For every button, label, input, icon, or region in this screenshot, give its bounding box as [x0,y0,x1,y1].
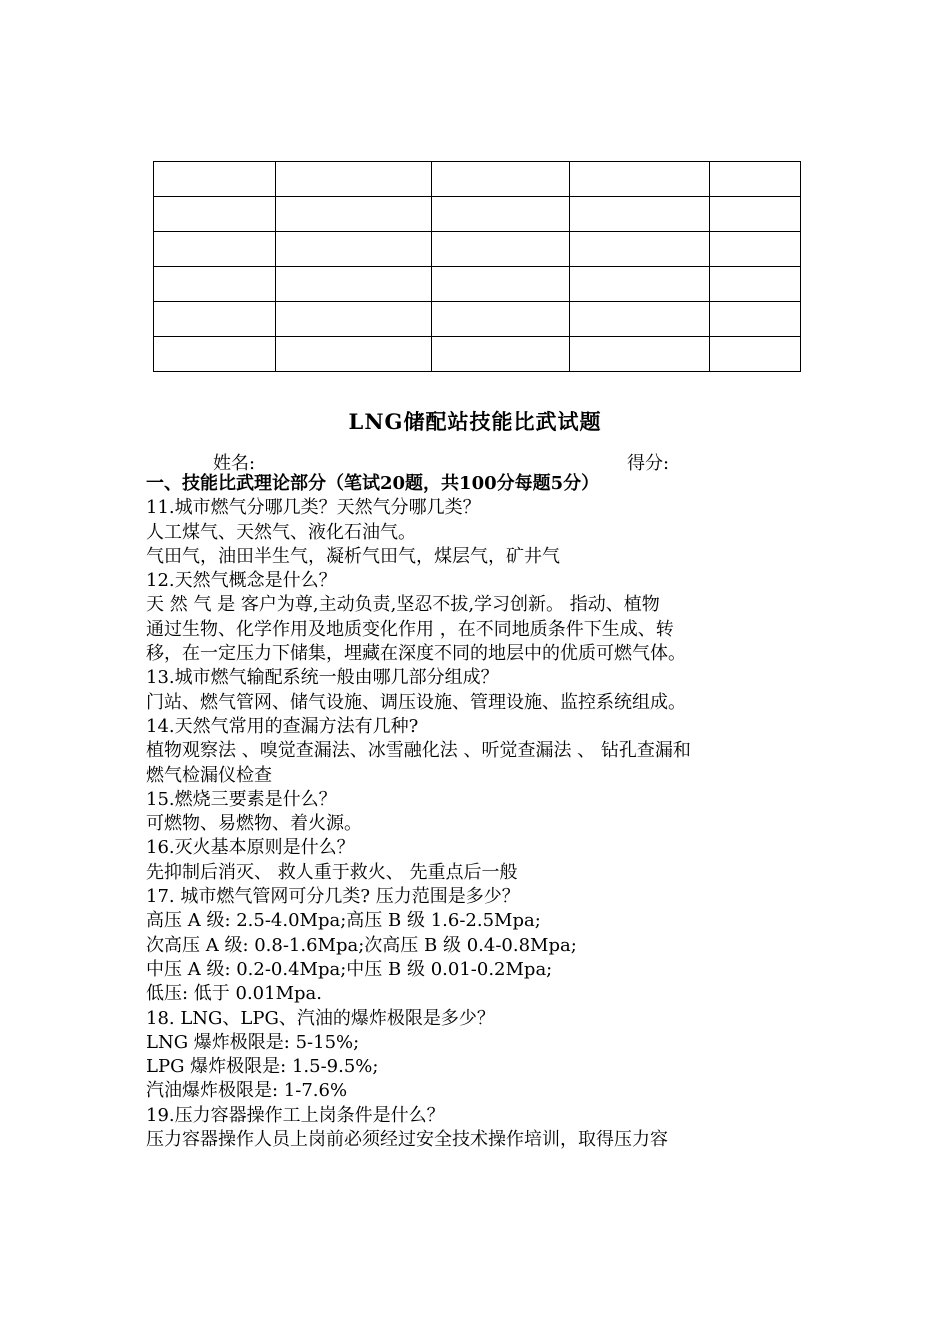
answer-line: 人工煤气、天然气、液化石油气。 [146,521,416,543]
answer-line: 植物观察法 、嗅觉查漏法、冰雪融化法 、听觉查漏法 、 钻孔查漏和 [146,740,691,762]
name-label: 姓名: [213,453,256,474]
answer-line: 燃气检漏仪检查 [146,764,272,786]
table-cell [710,232,801,267]
table-cell [276,302,432,337]
table-cell [432,302,570,337]
table-cell [154,302,276,337]
question-line: 19.压力容器操作工上岗条件是什么？ [146,1104,445,1126]
answer-line: 气田气，油田半生气，凝析气田气，煤层气，矿井气 [146,545,560,567]
table-row [154,197,801,232]
answer-line: 高压 A 级: 2.5-4.0Mpa;高压 B 级 1.6-2.5Mpa; [146,910,541,932]
table-cell [432,162,570,197]
table-cell [570,337,710,372]
section-heading: 一、技能比武理论部分（笔试20题，共100分每题5分） [146,473,600,494]
table-cell [432,232,570,267]
answer-line: 天 然 气 是 客户为尊,主动负责,坚忍不拔,学习创新。 指动、植物 [146,594,660,616]
table-cell [154,267,276,302]
table-cell [570,302,710,337]
table-cell [432,337,570,372]
answer-line: 移，在一定压力下储集，埋藏在深度不同的地层中的优质可燃气体。 [146,643,686,665]
answer-line: 中压 A 级: 0.2-0.4Mpa;中压 B 级 0.01-0.2Mpa; [146,958,553,980]
question-line: 15.燃烧三要素是什么？ [146,788,337,810]
answer-line: LPG 爆炸极限是: 1.5-9.5%; [146,1056,379,1078]
table-cell [276,197,432,232]
question-line: 14.天然气常用的查漏方法有几种? [146,715,419,737]
answer-line: 低压: 低于 0.01Mpa. [146,983,322,1005]
page-title: LNG储配站技能比武试题 [348,409,602,434]
question-line: 17. 城市燃气管网可分几类? 压力范围是多少？ [146,886,520,908]
answer-line: 门站、燃气管网、储气设施、调压设施、管理设施、监控系统组成。 [146,691,686,713]
table-cell [276,162,432,197]
score-label: 得分: [627,453,670,474]
table-cell [710,302,801,337]
answer-line: 汽油爆炸极限是: 1-7.6% [146,1080,348,1102]
table-cell [154,337,276,372]
table-cell [710,267,801,302]
blank-table [153,161,801,372]
answer-line: LNG 爆炸极限是: 5-15%; [146,1031,360,1053]
question-line: 12.天然气概念是什么？ [146,570,337,592]
table-row [154,162,801,197]
answer-line: 先抑制后消灭、 救人重于救火、 先重点后一般 [146,861,518,883]
table-cell [710,162,801,197]
question-line: 16.灭火基本原则是什么？ [146,837,355,859]
table-cell [432,267,570,302]
table-cell [570,197,710,232]
table-cell [570,232,710,267]
answer-line: 次高压 A 级: 0.8-1.6Mpa;次高压 B 级 0.4-0.8Mpa; [146,934,577,956]
table-cell [154,232,276,267]
question-line: 18. LNG、LPG、汽油的爆炸极限是多少？ [146,1007,495,1029]
answer-line: 可燃物、易燃物、着火源。 [146,813,362,835]
table-row [154,302,801,337]
table-cell [432,197,570,232]
table-cell [276,337,432,372]
table-row [154,232,801,267]
table-row [154,337,801,372]
table-cell [710,337,801,372]
question-line: 13.城市燃气输配系统一般由哪几部分组成？ [146,667,499,689]
table-cell [570,267,710,302]
table-cell [154,197,276,232]
table-cell [276,267,432,302]
answer-line: 压力容器操作人员上岗前必须经过安全技术操作培训，取得压力容 [146,1129,668,1151]
table-cell [276,232,432,267]
table-cell [710,197,801,232]
table-row [154,267,801,302]
table-cell [154,162,276,197]
table-cell [570,162,710,197]
exam-content [146,472,816,1152]
question-line: 11.城市燃气分哪几类？天然气分哪几类？ [146,497,481,519]
answer-line: 通过生物、化学作用及地质变化作用 ，在不同地质条件下生成、转 [146,618,674,640]
